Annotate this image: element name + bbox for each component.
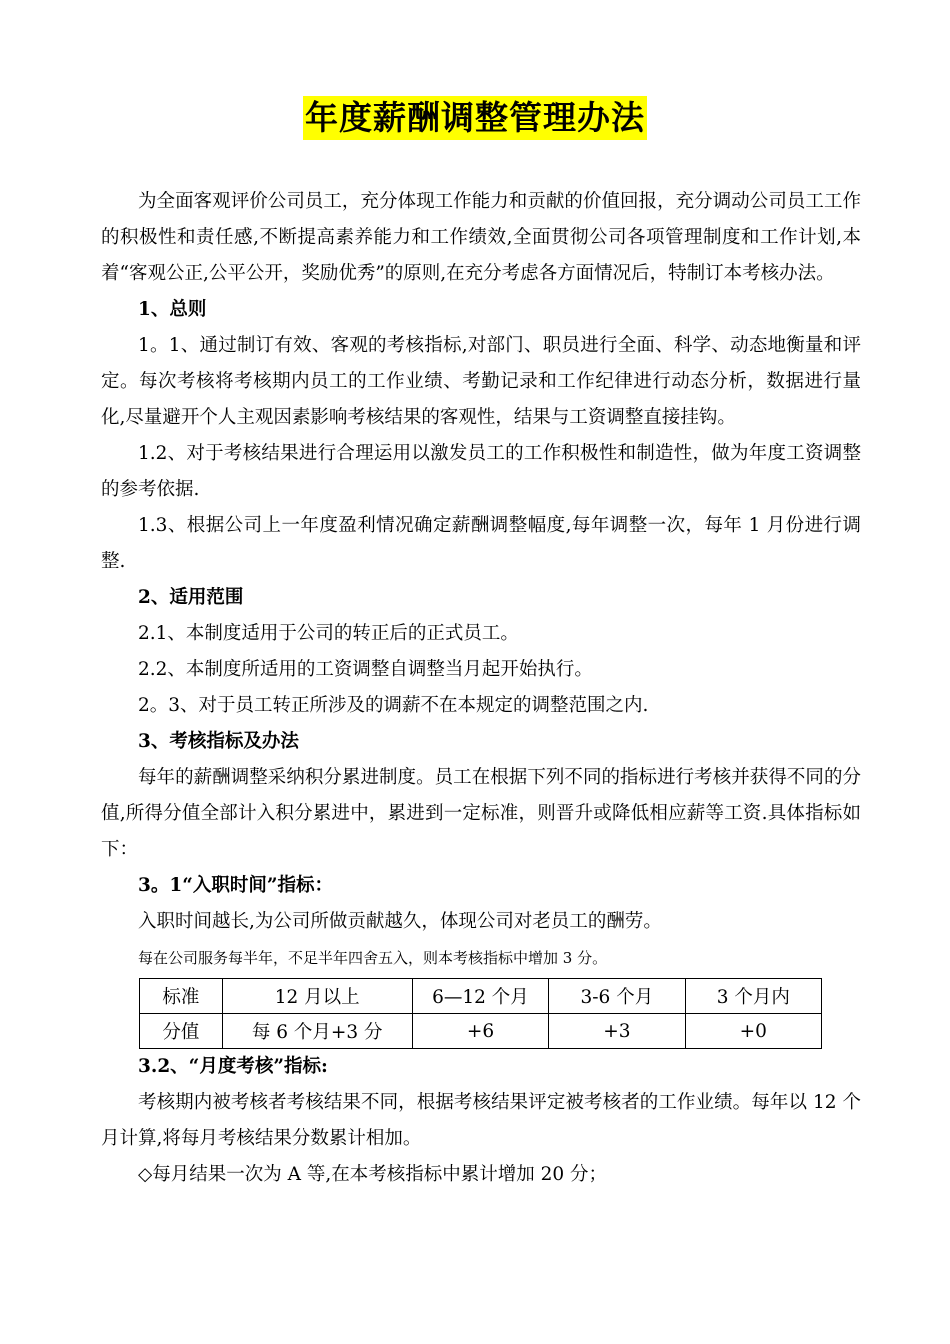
table-cell: 每 6 个月+3 分 — [222, 1014, 412, 1049]
section-2-heading: 2、适用范围 — [138, 587, 244, 608]
subsection-3-2-paragraph-2: ◇每月结果一次为 A 等,在本考核指标中累计增加 20 分； — [138, 1164, 608, 1185]
table-cell: 6—12 个月 — [412, 979, 548, 1014]
table-cell: 3-6 个月 — [549, 979, 685, 1014]
section-2-paragraph-2: 2.2、本制度所适用的工资调整自调整当月起开始执行。 — [138, 659, 593, 680]
table-row — [140, 979, 822, 1014]
section-3-heading: 3、考核指标及办法 — [138, 731, 299, 752]
table-cell: +0 — [685, 1014, 821, 1049]
subsection-3-1-heading: 3。1“入职时间”指标： — [138, 875, 334, 896]
title-wrap — [0, 96, 950, 140]
section-1-paragraph-3: 1.3、根据公司上一年度盈利情况确定薪酬调整幅度,每年调整一次，每年 1 月份进行调整. — [101, 515, 861, 572]
section-2-paragraph-3: 2。3、对于员工转正所涉及的调薪不在本规定的调整范围之内. — [138, 695, 649, 716]
subsection-3-2-paragraph-1: 考核期内被考核者考核结果不同，根据考核结果评定被考核者的工作业绩。每年以 12 个月计算,将每月考核结果分数累计相加。 — [101, 1092, 861, 1149]
document-body — [101, 184, 861, 1193]
table-cell: +3 — [549, 1014, 685, 1049]
intro-paragraph: 为全面客观评价公司员工，充分体现工作能力和贡献的价值回报，充分调动公司员工工作的积极性和责任感,不断提高素养能力和工作绩效,全面贯彻公司各项管理制度和工作计划,本着“客观公正,公平公开，奖励优秀”的原则,在充分考虑各方面情况后，特制订本考核办法。 — [101, 191, 861, 284]
table-cell: 3 个月内 — [685, 979, 821, 1014]
table-cell: 分值 — [140, 1014, 223, 1049]
table-cell: 12 月以上 — [222, 979, 412, 1014]
subsection-3-1-paragraph-1: 入职时间越长,为公司所做贡献越久，体现公司对老员工的酬劳。 — [138, 911, 662, 932]
section-1-heading: 1、总则 — [138, 299, 207, 320]
section-1-paragraph-1: 1。1、通过制订有效、客观的考核指标,对部门、职员进行全面、科学、动态地衡量和评定。每次考核将考核期内员工的工作业绩、考勤记录和工作纪律进行动态分析，数据进行量化,尽量避开个人主观因素影响考核结果的客观性，结果与工资调整直接挂钩。 — [101, 335, 861, 428]
table-row — [140, 1014, 822, 1049]
section-2-paragraph-1: 2.1、本制度适用于公司的转正后的正式员工。 — [138, 623, 519, 644]
document-title: 年度薪酬调整管理办法 — [303, 96, 647, 140]
seniority-score-table — [139, 978, 822, 1049]
table-cell: 标准 — [140, 979, 223, 1014]
table-cell: +6 — [412, 1014, 548, 1049]
section-1-paragraph-2: 1.2、对于考核结果进行合理运用以激发员工的工作积极性和制造性，做为年度工资调整的参考依据. — [101, 443, 861, 500]
subsection-3-1-paragraph-2: 每在公司服务每半年，不足半年四舍五入，则本考核指标中增加 3 分。 — [138, 949, 608, 967]
section-3-paragraph-1: 每年的薪酬调整采纳积分累进制度。员工在根据下列不同的指标进行考核并获得不同的分值,所得分值全部计入积分累进中，累进到一定标准，则晋升或降低相应薪等工资.具体指标如下： — [101, 767, 861, 860]
subsection-3-2-heading: 3.2、“月度考核”指标: — [138, 1056, 328, 1077]
